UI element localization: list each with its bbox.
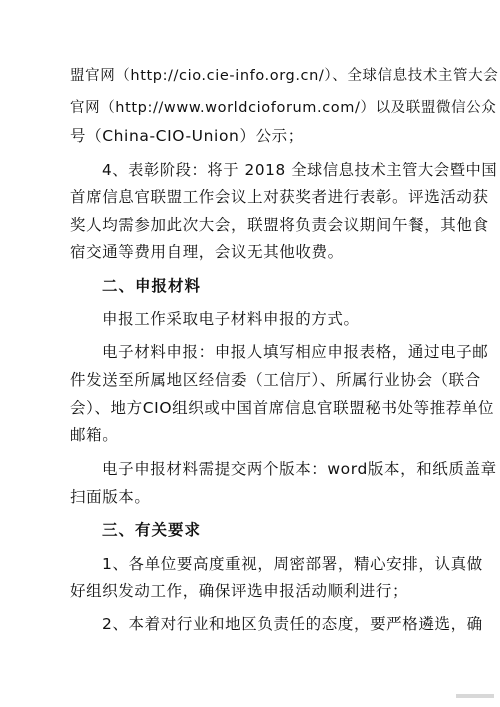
text-line: 官网（http://www.worldcioforum.com/）以及联盟微信公众 <box>70 100 497 116</box>
text-line: 申报工作采取电子材料申报的方式。 <box>102 310 360 328</box>
text-line: 号（China-CIO-Union）公示； <box>70 127 304 145</box>
text-line: 好组织发动工作，确保评选申报活动顺利进行； <box>70 582 409 600</box>
text-line: 电子申报材料需提交两个版本：word版本，和纸质盖章 <box>102 460 497 478</box>
text-line: 邮箱。 <box>70 426 119 444</box>
text-line: 会）、地方CIO组织或中国首席信息官联盟秘书处等推荐单位 <box>70 399 495 417</box>
text-line: 2、本着对行业和地区负责任的态度，要严格遴选，确 <box>102 615 483 633</box>
text-line: 电子材料申报：申报人填写相应申报表格，通过电子邮 <box>102 343 489 361</box>
text-line: 件发送至所属地区经信委（工信厅）、所属行业协会（联合 <box>70 371 481 389</box>
text-line: 4、表彰阶段：将于 2018 全球信息技术主管大会暨中国 <box>102 161 498 179</box>
text-line: 扫面版本。 <box>70 488 151 506</box>
text-line: 奖人均需参加此次大会，联盟将负责会议期间午餐，其他食 <box>70 216 489 234</box>
text-line: 首席信息官联盟工作会议上对获奖者进行表彰。评选活动获 <box>70 188 489 206</box>
section-heading: 二、申报材料 <box>102 277 202 295</box>
text-line: 宿交通等费用自理，会议无其他收费。 <box>70 243 344 261</box>
corner-watermark <box>456 691 494 701</box>
section-heading: 三、有关要求 <box>102 521 202 539</box>
text-line: 1、各单位要高度重视，周密部署，精心安排，认真做 <box>102 555 483 573</box>
text-line: 盟官网（http://cio.cie-info.org.cn/）、全球信息技术主管大会 <box>70 68 499 84</box>
